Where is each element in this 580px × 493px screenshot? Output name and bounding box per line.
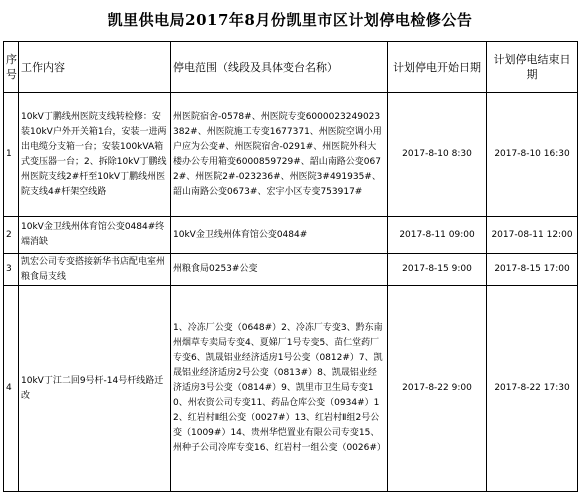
row-range: 1、冷冻厂公变（0648#）2、冷冻厂专变3、黔东南州烟草专卖局专变4、夏娣厂1号专变5、苗仁堂药厂专变6、凯晟铝业经济适房1号公变（0812#）7、凯晟铝业经济适房2号公变（0813#）8、凯晟铝业经济适房3号公变（0814#）9、凯里市卫生局专变10、州农资公司专变11、药品仓库公变（0934#）12、红岩村Ⅱ组公变（0027#）13、红岩村Ⅱ组2号公变（1009#）14、贵州华恺置业有限公司专变15、州种子公司冷库专变16、红岩村一组公变（0026#） (171, 286, 388, 492)
row-work: 10kV金卫线州体育馆公变0484#终端消缺 (19, 217, 171, 254)
row-seq: 3 (4, 254, 19, 286)
row-end: 2017-8-15 17:00 (487, 254, 578, 286)
table-row (4, 286, 578, 492)
header-end: 计划停电结束日期 (487, 42, 578, 93)
header-range: 停电范围（线段及具体变台名称） (171, 42, 388, 93)
row-seq: 2 (4, 217, 19, 254)
header-start: 计划停电开始日期 (388, 42, 487, 93)
table-header-row (4, 42, 578, 93)
table-row (4, 217, 578, 254)
row-start: 2017-8-10 8:30 (388, 93, 487, 217)
row-range: 10kV金卫线州体育馆公变0484# (171, 217, 388, 254)
row-start: 2017-8-11 09:00 (388, 217, 487, 254)
row-work: 10kV丁鹏线州医院支线转检修：安装10kV户外开关箱1台，安装一进两出电缆分支箱一台；安装100kVA箱式变压器一台；2、拆除10kV丁鹏线州医院支线2#杆至10kV丁鹏线州医院支线4#杆架空线路 (19, 93, 171, 217)
header-seq: 序号 (4, 42, 19, 93)
row-seq: 4 (4, 286, 19, 492)
row-seq: 1 (4, 93, 19, 217)
table-row (4, 254, 578, 286)
row-range: 州医院宿舍-0578#、州医院专变6000023249023382#、州医院施工专变1677371、州医院空调小用户应为公变#、州医院宿舍-0291#、州医院外科大楼办公专用箱变6000859729#、韶山南路公变0672#、州医院2#-023236#、州医院3#491935#、韶山南路公变0673#、宏宇小区专变753917# (171, 93, 388, 217)
row-end: 2017-8-22 17:30 (487, 286, 578, 492)
row-range: 州粮食局0253#公变 (171, 254, 388, 286)
row-end: 2017-8-10 16:30 (487, 93, 578, 217)
row-work: 凯宏公司专变搭接新华书店配电室州粮食局支线 (19, 254, 171, 286)
outage-table (3, 41, 578, 492)
row-start: 2017-8-22 9:00 (388, 286, 487, 492)
row-end: 2017-08-11 12:00 (487, 217, 578, 254)
table-row (4, 93, 578, 217)
notice-title: 凯里供电局2017年8月份凯里市区计划停电检修公告 (107, 11, 473, 29)
row-work: 10kV丁江二回9号杆-14号杆线路迁改 (19, 286, 171, 492)
row-start: 2017-8-15 9:00 (388, 254, 487, 286)
header-work: 工作内容 (19, 42, 171, 93)
